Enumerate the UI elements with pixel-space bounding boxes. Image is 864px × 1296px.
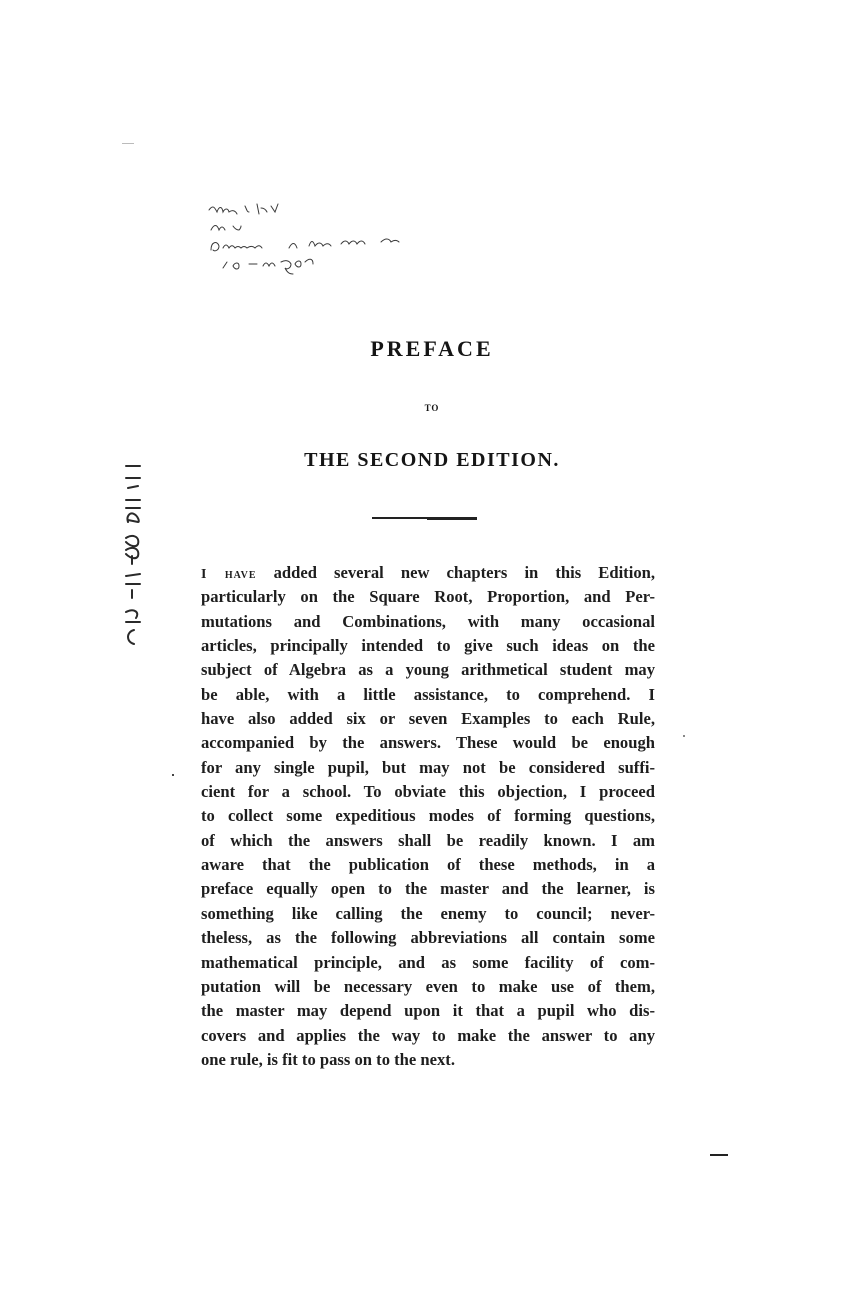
text-line: have also added six or seven Examples to each Rule, bbox=[201, 709, 655, 729]
text-line: particularly on the Square Root, Proportion, and Per- bbox=[201, 587, 655, 607]
text-line-content: added several new chapters in this Edition, bbox=[256, 563, 655, 582]
text-line: articles, principally intended to give such ideas on the bbox=[201, 636, 655, 656]
text-line: the master may depend upon it that a pupil who dis- bbox=[201, 1001, 655, 1021]
text-line: subject of Algebra as a young arithmetical student may bbox=[201, 660, 655, 680]
page-title: PREFACE bbox=[370, 336, 494, 361]
text-line: mutations and Combinations, with many occasional bbox=[201, 611, 655, 631]
text-line: putation will be necessary even to make use of them, bbox=[201, 976, 655, 996]
text-line: aware that the publication of these methods, in a bbox=[201, 855, 655, 875]
text-line: one rule, is fit to pass on to the next. bbox=[201, 1049, 455, 1069]
opening-words: I have bbox=[201, 567, 257, 582]
page-subtitle: THE SECOND EDITION. bbox=[304, 449, 560, 471]
text-line: to collect some expeditious modes of forming questions, bbox=[201, 806, 655, 826]
text-line: be able, with a little assistance, to comprehend. I bbox=[201, 684, 655, 704]
margin-stamp bbox=[112, 452, 152, 652]
text-line: cient for a school. To obviate this objection, I proceed bbox=[201, 782, 655, 802]
scan-speck bbox=[172, 774, 174, 776]
text-line: of which the answers shall be readily known. I am bbox=[201, 830, 655, 850]
text-line: theless, as the following abbreviations all contain some bbox=[201, 928, 655, 948]
scan-mark bbox=[710, 1154, 728, 1156]
text-line: for any single pupil, but may not be considered suffi- bbox=[201, 757, 655, 777]
scan-speck bbox=[683, 735, 685, 737]
text-line bbox=[201, 561, 655, 585]
title-connector: TO bbox=[424, 403, 440, 413]
decorative-rule bbox=[372, 517, 477, 519]
preface-paragraph bbox=[201, 561, 655, 1072]
margin-stamp-handwriting bbox=[112, 452, 152, 652]
text-line: accompanied by the answers. These would be enough bbox=[201, 733, 655, 753]
text-line: mathematical principle, and as some facility of com- bbox=[201, 952, 655, 972]
handwritten-library-note bbox=[205, 196, 420, 288]
text-line: something like calling the enemy to council; never- bbox=[201, 903, 655, 923]
text-line: preface equally open to the master and the learner, is bbox=[201, 879, 655, 899]
scan-mark bbox=[122, 143, 134, 144]
text-line: covers and applies the way to make the answer to any bbox=[201, 1025, 655, 1045]
handwriting-scribble bbox=[205, 196, 420, 288]
